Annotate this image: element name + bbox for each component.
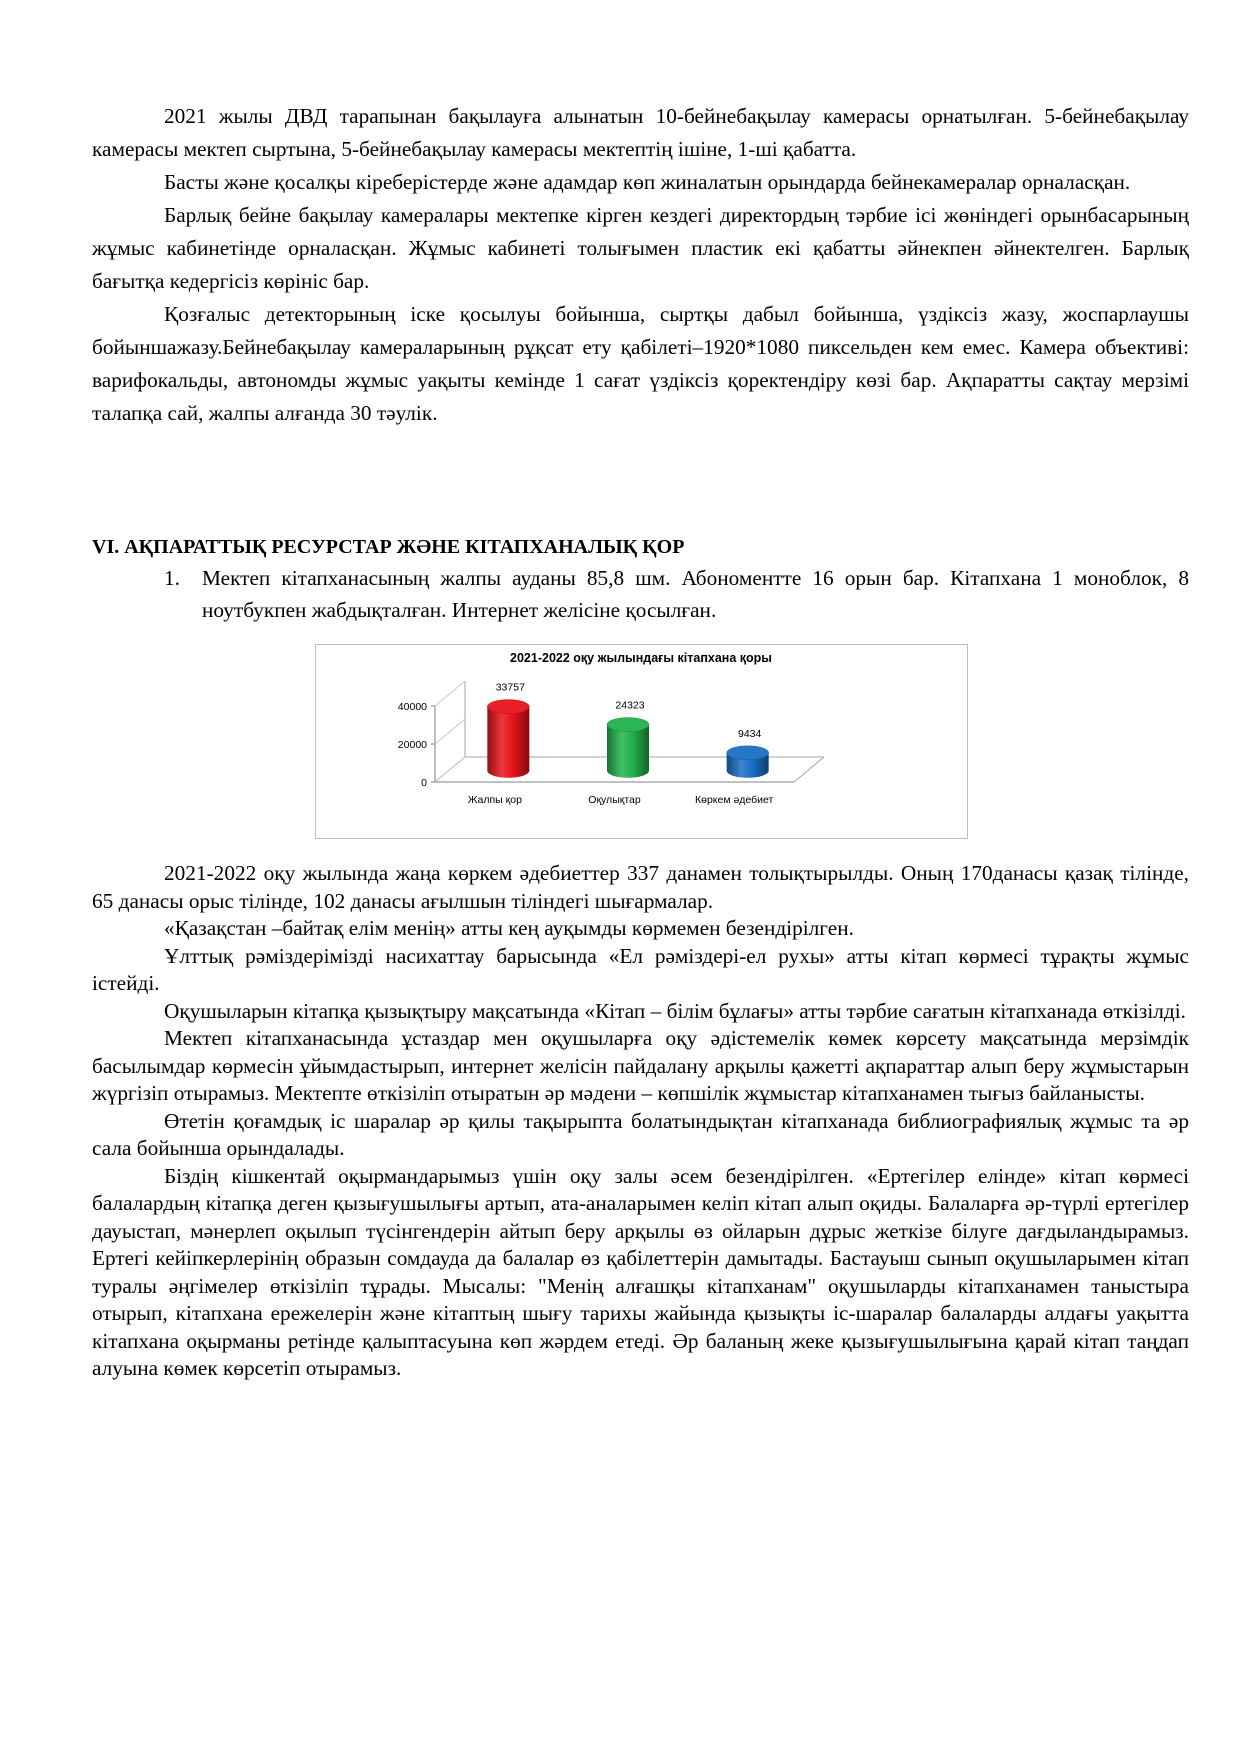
- paragraph: Қозғалыс детекторының іске қосылуы бойынша, сыртқы дабыл бойынша, үздіксіз жазу, жоспарлаушы бойыншажазу.Бейнебақылау камераларының рұқсат ету қабілеті–1920*1080 пиксельден кем емес. Камера объективі: варифокальды, автономды жұмыс уақыты кемінде 1 сағат үздіксіз қоректендіру көзі бар. Ақпаратты сақтау мерзімі талапқа сай, жалпы алғанда 30 тәулік.: [92, 302, 1189, 425]
- data-label: 9434: [737, 727, 762, 740]
- paragraph: 2021-2022 оқу жылында жаңа көркем әдебиеттер 337 данамен толықтырылды. Оның 170данасы қазақ тілінде, 65 данасы орыс тілінде, 102 данасы ағылшын тіліндегі шығармалар.: [92, 861, 1189, 913]
- y-tick-label: 20000: [397, 739, 427, 751]
- chart-floor-edge: [794, 757, 824, 782]
- library-fund-chart: [315, 644, 968, 839]
- bar-Жалпы қор: [487, 707, 529, 778]
- y-tick-depth-line: [435, 681, 465, 706]
- bar-Оқулықтар: [607, 725, 649, 778]
- paragraph: Барлық бейне бақылау камералары мектепке кірген кездегі директордың тәрбие ісі жөніндегі орынбасарының жұмыс кабинетінде орналасқан. Жұмыс кабинеті толығымен пластик екі қабатты әйнекпен әйнектелген. Барлық бағытқа кедергісіз көрініс бар.: [92, 203, 1189, 293]
- paragraph: Біздің кішкентай оқырмандарымыз үшін оқу залы әсем безендірілген. «Ертегілер елінде» кітап көрмесі балалардың кітапқа деген қызығушылығы артып, ата-аналарымен келіп кітап алып оқиды. Балаларға әр-түрлі ертегілер дауыстап, мәнерлеп оқылып түсінгендерін айтып беру арқылы өз ойларын дұрыс жеткізе білуге дағдыландырамыз. Ертегі кейіпкерлерінің образын сомдауда да балалар өз қабілеттерін дамытады. Бастауыш сынып оқушыларымен кітап туралы әңгімелер өткізіліп тұрады. Мысалы: "Менің алғашқы кітапханам" оқушыларды кітапханамен таныстыра отырып, кітапхана ережелерін және кітаптың шығу тарихы жайында қызықты іс-шаралар балаларды алдағы уақытта кітапхана оқырманы ретінде қалыптасуына көп жәрдем етеді. Әр баланың жеке қызығушылығына қарай кітап таңдап алуына көмек көрсетіп отырамыз.: [92, 1163, 1189, 1380]
- bar-top: [487, 700, 529, 714]
- paragraph: Өтетін қоғамдық іс шаралар әр қилы тақырыпта болатындықтан кітапханада библиографиялық жұмыс та әр сала бойынша орындалады.: [92, 1108, 1189, 1160]
- paragraph: Мектеп кітапханасында ұстаздар мен оқушыларға оқу әдістемелік көмек көрсету мақсатында мерзімдік басылымдар көрмесін ұйымдастырып, интернет желісін пайдалану арқылы қажетті ақпараттар алып беру жұмыстарын жүргізіп отырамыз. Мектепте өткізіліп отыратын әр мәдени – көпшілік жұмыстар кітапханамен тығыз байланысты.: [92, 1026, 1189, 1105]
- bar-top: [727, 746, 769, 760]
- paragraph: Басты және қосалқы кіреберістерде және адамдар көп жиналатын орындарда бейнекамералар орналасқан.: [164, 170, 1131, 194]
- x-tick-label: Көркем әдебиет: [694, 794, 774, 806]
- y-tick-label: 40000: [397, 701, 427, 713]
- list-text: Мектеп кітапханасының жалпы ауданы 85,8 шм. Абономентте 16 орын бар. Кітапхана 1 моноблок, 8 ноутбукпен жабдықталған. Интернет желісіне қосылған.: [202, 566, 1189, 622]
- paragraph: «Қазақстан –байтақ елім менің» атты кең ауқымды көрмемен безендірілген.: [164, 916, 854, 940]
- data-label: 33757: [495, 681, 525, 694]
- paragraph: Оқушыларын кітапқа қызықтыру мақсатында «Кітап – білім бұлағы» атты тәрбие сағатын кітапханада өткізілді.: [164, 998, 1186, 1023]
- data-label: 24323: [615, 699, 645, 712]
- y-tick-label: 0: [421, 777, 427, 789]
- list-item: [92, 562, 1189, 626]
- paragraph: Ұлттық рәміздерімізді насихаттау барысында «Ел рәміздері-ел рухы» атты кітап көрмесі тұрақты жұмыс істейді.: [92, 943, 1189, 995]
- section-heading: VI. АҚПАРАТТЫҚ РЕСУРСТАР ЖӘНЕ КІТАПХАНАЛЫҚ ҚОР: [92, 536, 685, 558]
- paragraph: 2021 жылы ДВД тарапынан бақылауға алынатын 10-бейнебақылау камерасы орнатылған. 5-бейнебақылау камерасы мектеп сыртына, 5-бейнебақылау камерасы мектептің ішіне, 1-ші қабатта.: [92, 104, 1189, 161]
- x-tick-label: Жалпы қор: [467, 794, 522, 806]
- y-tick-depth-line: [435, 757, 465, 782]
- cctv-section: [92, 100, 1189, 430]
- x-tick-label: Оқулықтар: [588, 794, 641, 806]
- chart-canvas: [316, 645, 967, 838]
- library-section: [92, 860, 1189, 1383]
- y-tick-depth-line: [435, 719, 465, 744]
- list-number: 1.: [164, 566, 180, 590]
- bar-top: [607, 718, 649, 732]
- chart-title: 2021-2022 оқу жылындағы кітапхана қоры: [510, 651, 772, 665]
